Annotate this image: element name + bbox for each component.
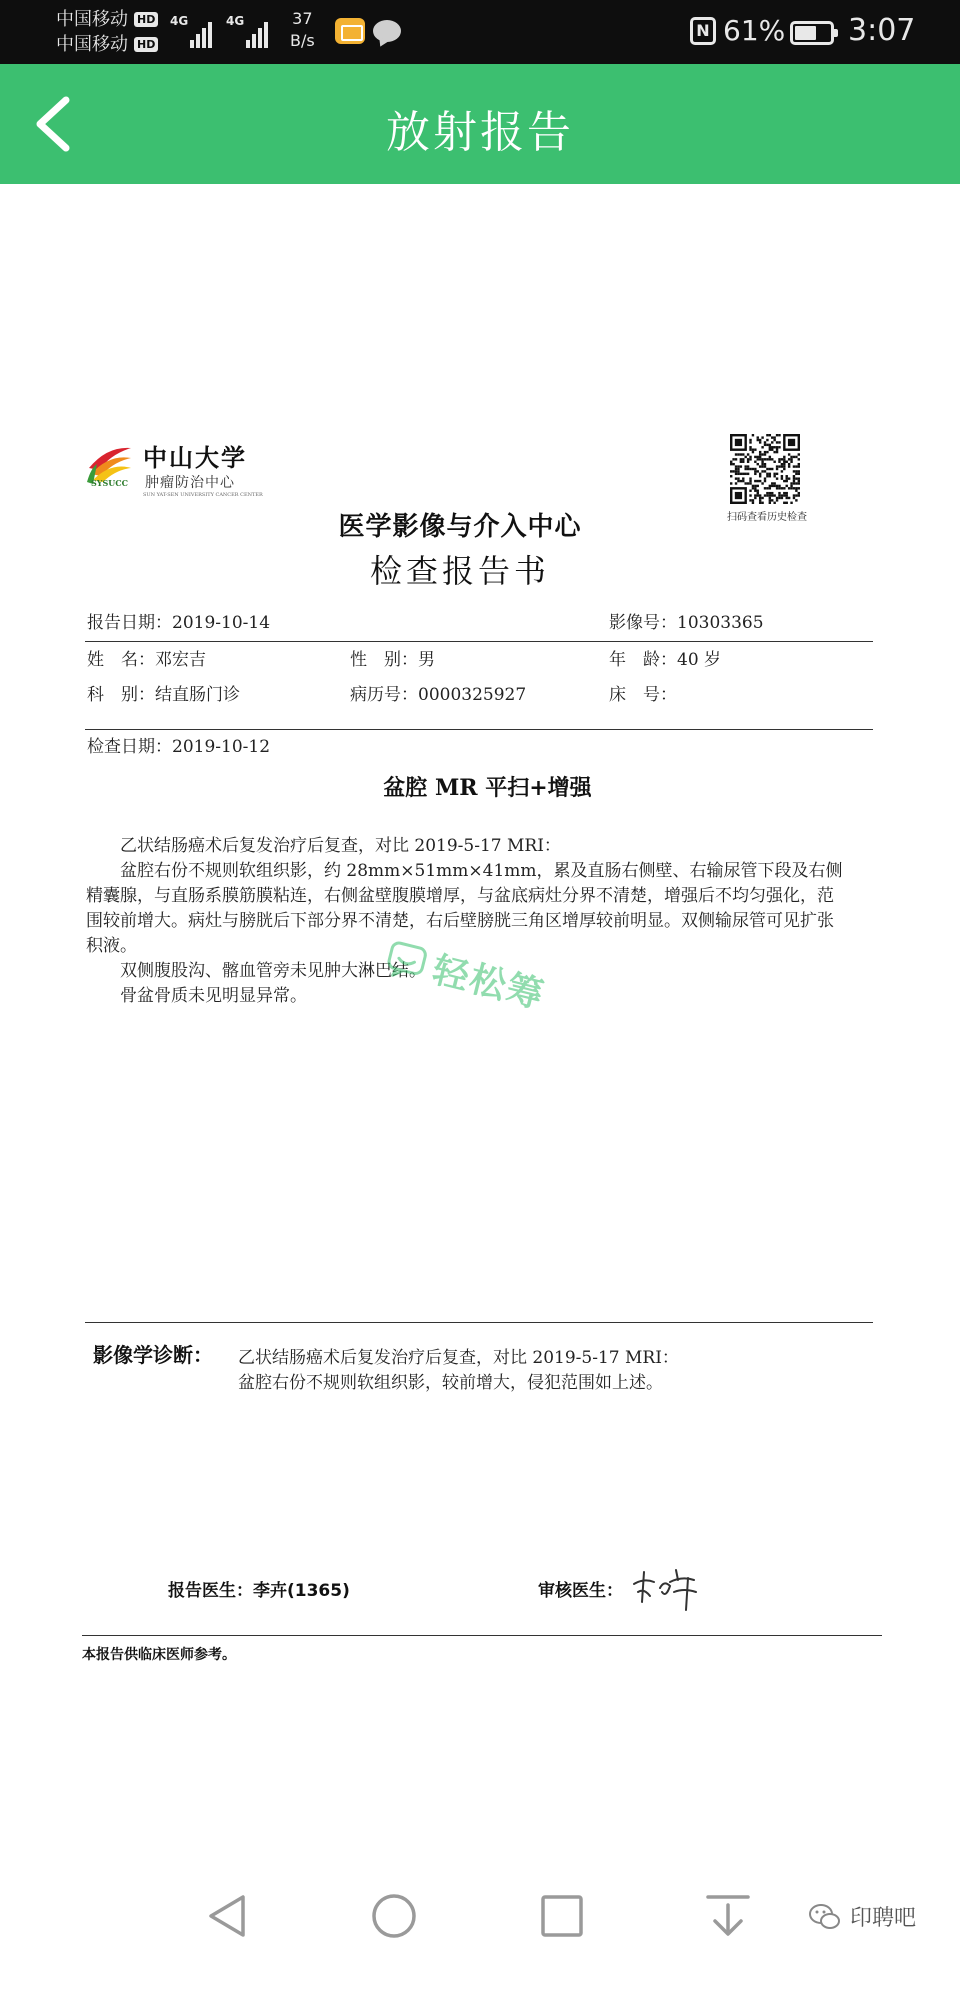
- patient-age: 年 龄：40 岁: [609, 650, 722, 670]
- image-number: 影像号：10303365: [609, 613, 764, 633]
- hd-badge-1: HD: [134, 12, 158, 27]
- clock: 3:07: [848, 13, 916, 48]
- findings-line: 骨盆骨质未见明显异常。: [120, 986, 307, 1006]
- page-title: 放射报告: [386, 107, 574, 158]
- network-type: 4G: [226, 14, 245, 28]
- diagnosis-line: 盆腔右份不规则软组织影，较前增大，侵犯范围如上述。: [238, 1373, 663, 1393]
- bed-number: 床 号：: [609, 685, 677, 705]
- center-name: 肿瘤防治中心: [145, 475, 235, 491]
- findings-line: 双侧腹股沟、髂血管旁未见肿大淋巴结。: [120, 961, 426, 981]
- report-title: 检查报告书: [369, 552, 550, 590]
- wechat-brand: [808, 1901, 916, 1932]
- hospital-logo: [85, 434, 263, 504]
- patient-name: 姓 名：邓宏吉: [87, 650, 206, 670]
- watermark-text: 轻松筹: [428, 949, 549, 1017]
- findings-line: 乙状结肠癌术后复发治疗后复查，对比 2019-5-17 MRI：: [120, 836, 561, 856]
- nav-notification-button[interactable]: [693, 1881, 763, 1951]
- divider: [85, 641, 873, 642]
- chat-notification-icon: [373, 20, 401, 42]
- university-name: 中山大学: [143, 443, 247, 472]
- net-speed-unit: B/s: [290, 31, 315, 50]
- carrier-info: [56, 7, 158, 57]
- report-date: 报告日期：2019-10-14: [87, 613, 271, 633]
- status-bar: [0, 0, 960, 64]
- brand-name: 印聘吧: [850, 1906, 917, 1931]
- divider: [85, 729, 873, 730]
- reviewer-signature: [630, 1562, 710, 1614]
- battery-percent: 61%: [723, 14, 786, 47]
- center-name-en: SUN YAT-SEN UNIVERSITY CANCER CENTER: [143, 492, 263, 498]
- exam-title: 盆腔 MR 平扫+增强: [383, 775, 592, 801]
- qr-caption: 扫码查看历史检查: [727, 512, 807, 523]
- nav-recents-button[interactable]: [527, 1881, 597, 1951]
- disclaimer-note: 本报告供临床医师参考。: [82, 1647, 236, 1663]
- app-header: [0, 64, 960, 184]
- net-speed: [290, 8, 315, 52]
- report-document[interactable]: [0, 184, 960, 1859]
- watermark-logo-icon: [383, 935, 431, 983]
- patient-department: 科 别：结直肠门诊: [87, 685, 240, 705]
- divider: [82, 1635, 882, 1636]
- triangle-back-icon: [193, 1881, 263, 1951]
- diagnosis-label: 影像学诊断：: [93, 1343, 213, 1367]
- divider: [85, 1322, 873, 1323]
- report-doctor: 报告医生：李卉(1365): [168, 1581, 350, 1601]
- square-recents-icon: [527, 1881, 597, 1951]
- nfc-icon: N: [690, 17, 716, 45]
- pull-down-icon: [693, 1881, 763, 1951]
- diagnosis-text: [238, 1346, 679, 1396]
- department-title: 医学影像与介入中心: [338, 512, 582, 542]
- exam-date: 检查日期：2019-10-12: [87, 737, 271, 757]
- mail-notification-icon: [335, 18, 365, 44]
- qr-code-icon[interactable]: [730, 434, 800, 504]
- hospital-logo-icon: [85, 438, 135, 502]
- diagnosis-line: 乙状结肠癌术后复发治疗后复查，对比 2019-5-17 MRI：: [238, 1348, 679, 1368]
- carrier-name-2: 中国移动: [56, 34, 128, 55]
- net-speed-value: 37: [292, 9, 313, 28]
- hospital-abbr: SYSUCC: [91, 478, 128, 488]
- nav-home-button[interactable]: [359, 1881, 429, 1951]
- hd-badge-2: HD: [134, 37, 158, 52]
- signal-bars-icon: [226, 12, 268, 48]
- signal-bars-icon: [170, 12, 212, 48]
- review-doctor: 审核医生：: [538, 1581, 623, 1601]
- wechat-icon: [808, 1902, 842, 1932]
- medical-record-number: 病历号：0000325927: [350, 685, 527, 705]
- network-type: 4G: [170, 14, 189, 28]
- battery-icon: [790, 21, 834, 45]
- patient-sex: 性 别：男: [350, 650, 435, 670]
- nav-back-button[interactable]: [193, 1881, 263, 1951]
- carrier-name-1: 中国移动: [56, 9, 128, 30]
- signal-indicators: [170, 12, 268, 48]
- circle-home-icon: [359, 1881, 429, 1951]
- navigation-bar: [0, 1859, 960, 1995]
- findings-line: 盆腔右份不规则软组织影，约 28mm×51mm×41mm，累及直肠右侧壁、右输尿管下段及右侧精囊腺，与直肠系膜筋膜粘连，右侧盆壁腹膜增厚，与盆底病灶分界不清楚，增强后不均匀强化，范围较前增大。病灶与膀胱后下部分界不清楚，右后壁膀胱三角区增厚较前明显。双侧输尿管可见扩张积液。: [86, 861, 843, 956]
